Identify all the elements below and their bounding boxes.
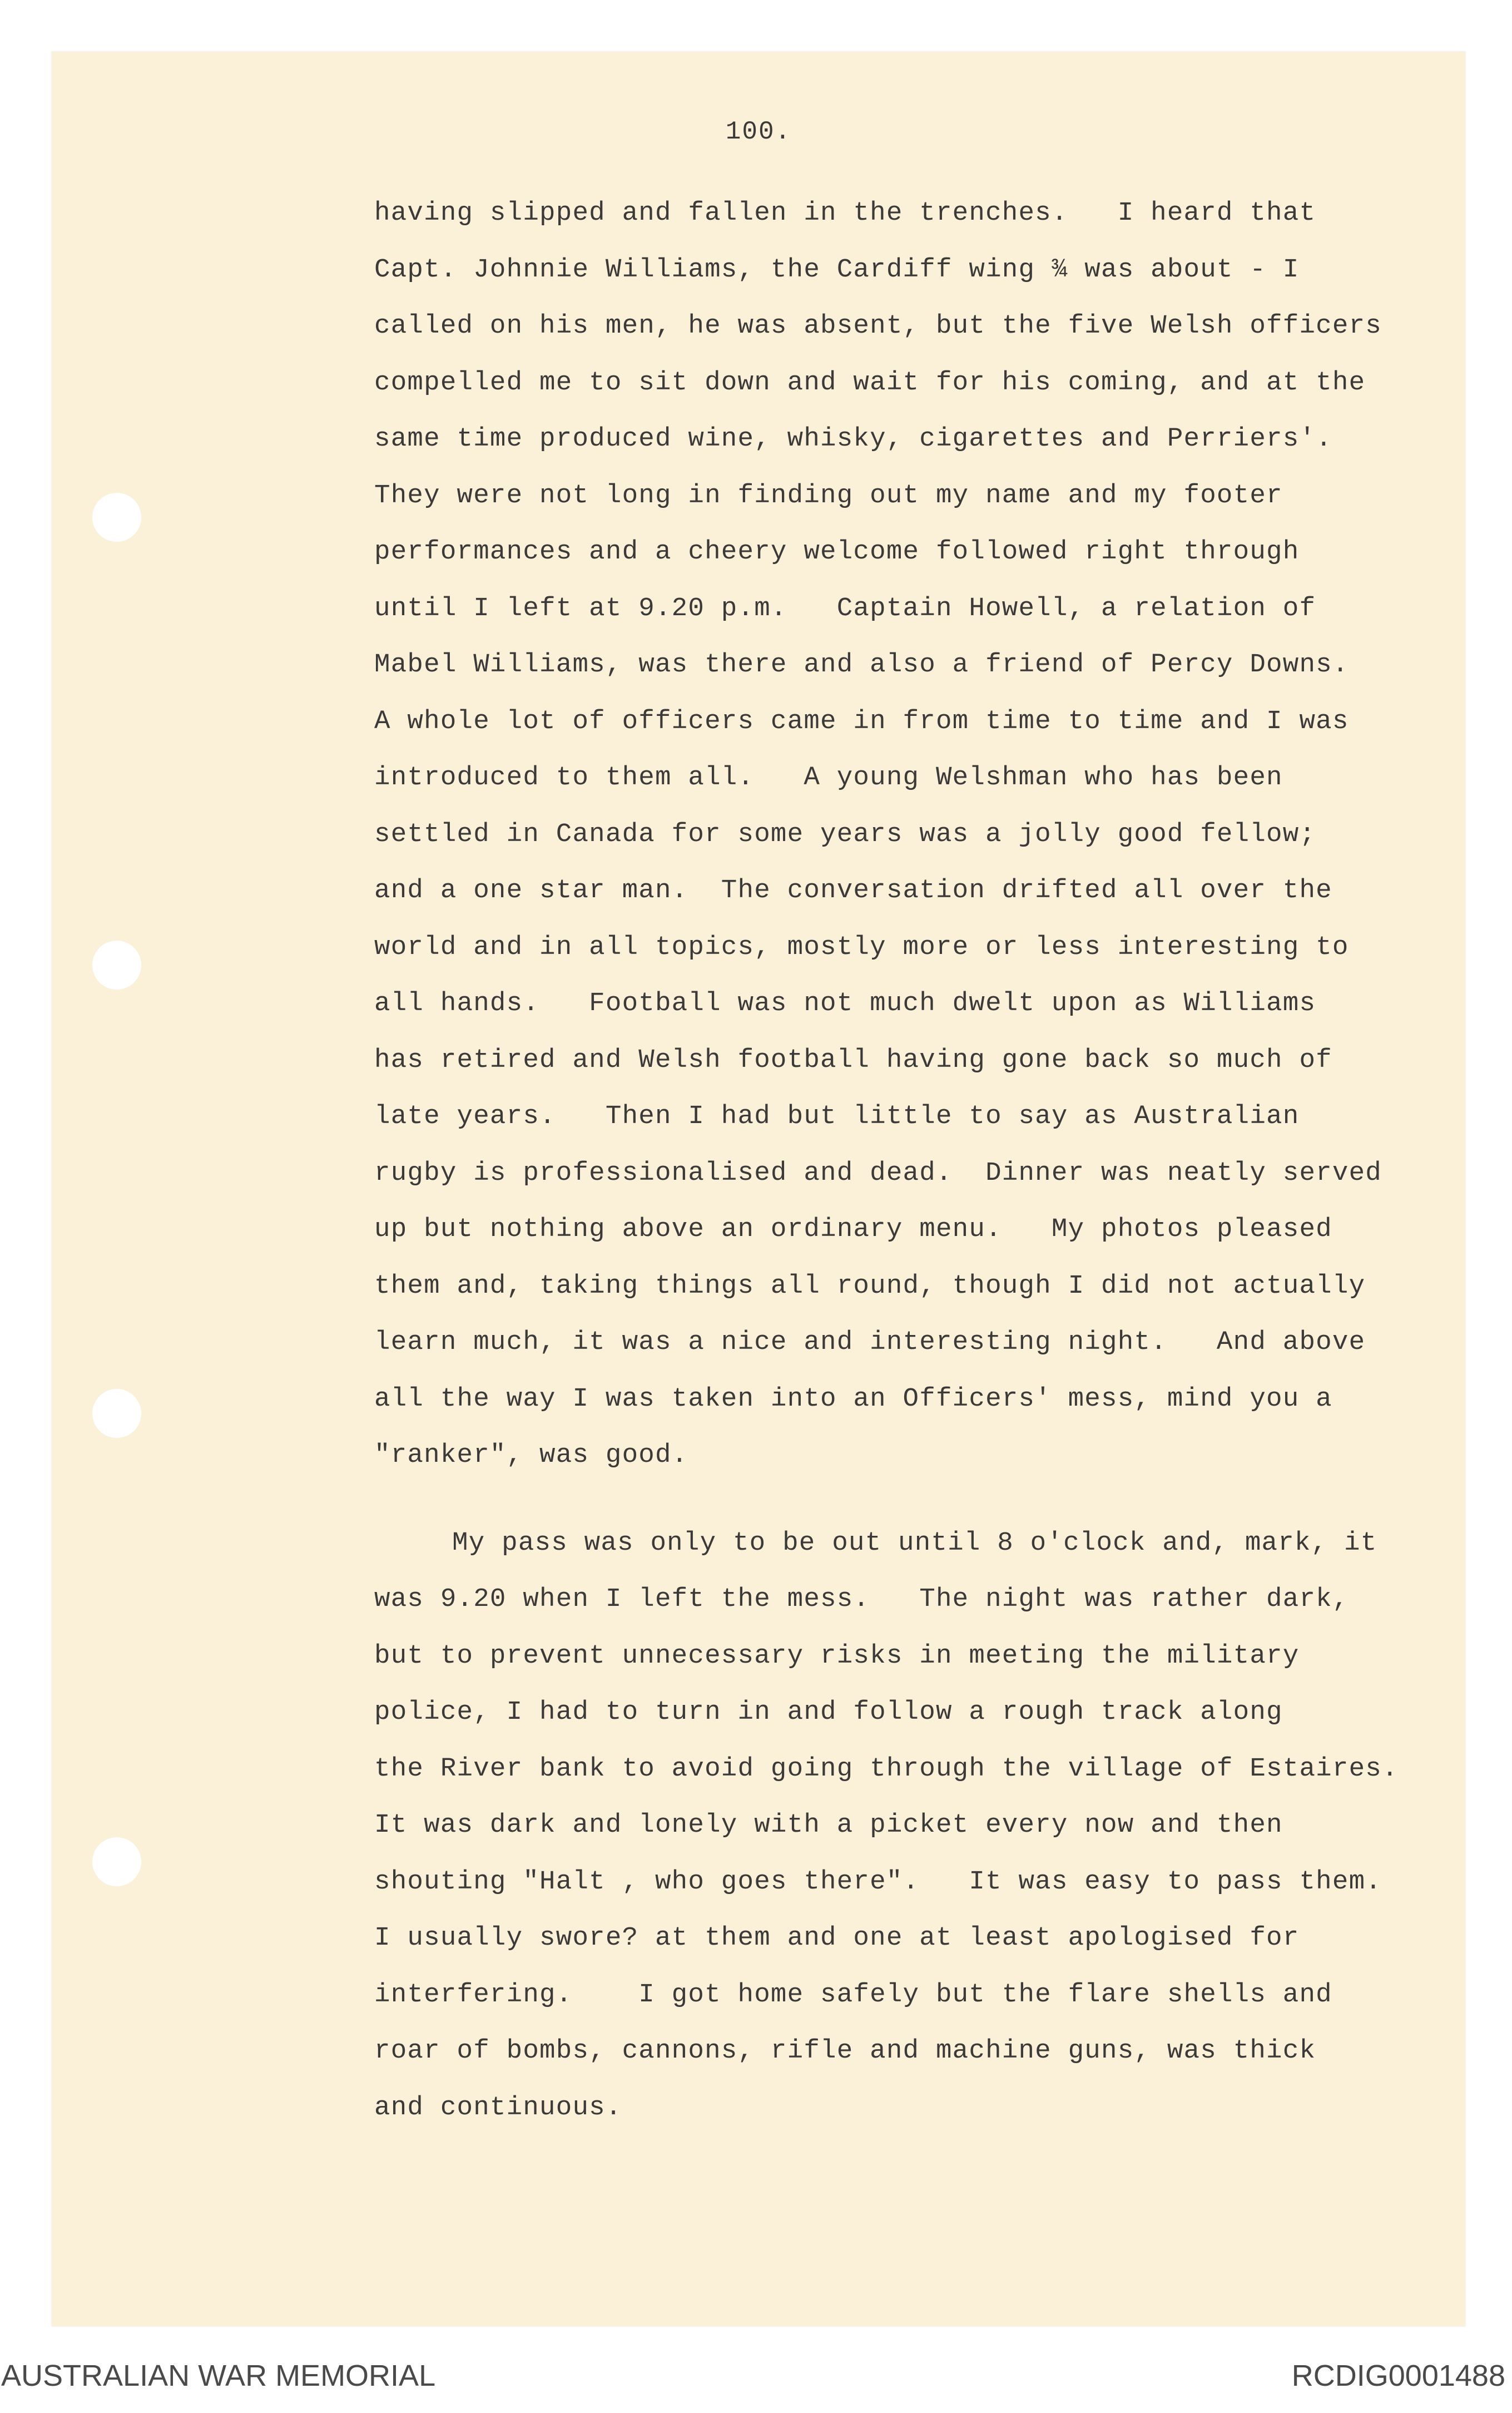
text-line: interfering. I got home safely but the flare shells and (374, 1979, 1332, 2010)
text-line: "ranker", was good. (374, 1440, 688, 1470)
text-line: all the way I was taken into an Officers' mess, mind you a (374, 1383, 1332, 1414)
text-line: performances and a cheery welcome followed right through (374, 537, 1300, 567)
text-line: called on his men, he was absent, but the five Welsh officers (374, 311, 1382, 341)
text-line: the River bank to avoid going through the village of Estaires. (374, 1753, 1399, 1784)
text-line: and a one star man. The conversation drifted all over the (374, 876, 1332, 906)
paragraph-gap (374, 1484, 1459, 1515)
text-line: has retired and Welsh football having gone back so much of (374, 1045, 1332, 1075)
text-line: I usually swore? at them and one at least apologised for (374, 1923, 1300, 1953)
punch-hole-2 (92, 941, 141, 990)
page-number: 100. (725, 117, 792, 146)
text-line: settled in Canada for some years was a jolly good fellow; (374, 819, 1316, 849)
text-line: learn much, it was a nice and interesting night. And above (374, 1327, 1366, 1357)
archive-credit: AUSTRALIAN WAR MEMORIAL (1, 2359, 436, 2392)
text-line: all hands. Football was not much dwelt upon as Williams (374, 988, 1316, 1018)
typed-body-text (374, 185, 1459, 2136)
text-line: but to prevent unnecessary risks in meeting the military (374, 1640, 1300, 1671)
text-line: introduced to them all. A young Welshman who has been (374, 763, 1283, 793)
punch-hole-1 (92, 493, 141, 542)
text-line: compelled me to sit down and wait for his coming, and at the (374, 367, 1366, 398)
paragraph (374, 1515, 1459, 2137)
text-line: up but nothing above an ordinary menu. My photos pleased (374, 1214, 1332, 1244)
text-line: was 9.20 when I left the mess. The night was rather dark, (374, 1584, 1349, 1614)
text-line: police, I had to turn in and follow a rough track along (374, 1697, 1283, 1727)
text-line: world and in all topics, mostly more or less interesting to (374, 932, 1349, 962)
text-line: It was dark and lonely with a picket every now and then (374, 1810, 1283, 1840)
text-line: rugby is professionalised and dead. Dinner was neatly served (374, 1158, 1382, 1188)
text-line: Mabel Williams, was there and also a friend of Percy Downs. (374, 650, 1349, 680)
text-line: same time produced wine, whisky, cigarettes and Perriers'. (374, 424, 1332, 454)
text-line: Capt. Johnnie Williams, the Cardiff wing ¾ was about - I (374, 254, 1300, 285)
text-line: roar of bombs, cannons, rifle and machine guns, was thick (374, 2036, 1316, 2066)
text-line: They were not long in finding out my name and my footer (374, 480, 1283, 511)
text-line: until I left at 9.20 p.m. Captain Howell, a relation of (374, 593, 1316, 624)
text-line: and continuous. (374, 2092, 622, 2123)
paragraph (374, 185, 1459, 1484)
text-line: My pass was only to be out until 8 o'clock and, mark, it (452, 1527, 1377, 1558)
document-page (52, 52, 1465, 2326)
text-line: A whole lot of officers came in from time to time and I was (374, 706, 1349, 736)
archive-reference-id: RCDIG0001488 (1291, 2359, 1505, 2392)
text-line: shouting "Halt , who goes there". It was easy to pass them. (374, 1866, 1382, 1897)
punch-hole-3 (92, 1389, 141, 1438)
text-line: late years. Then I had but little to say as Australian (374, 1101, 1300, 1131)
punch-hole-4 (92, 1837, 141, 1886)
text-line: them and, taking things all round, though I did not actually (374, 1270, 1366, 1301)
text-line: having slipped and fallen in the trenches. I heard that (374, 198, 1316, 228)
